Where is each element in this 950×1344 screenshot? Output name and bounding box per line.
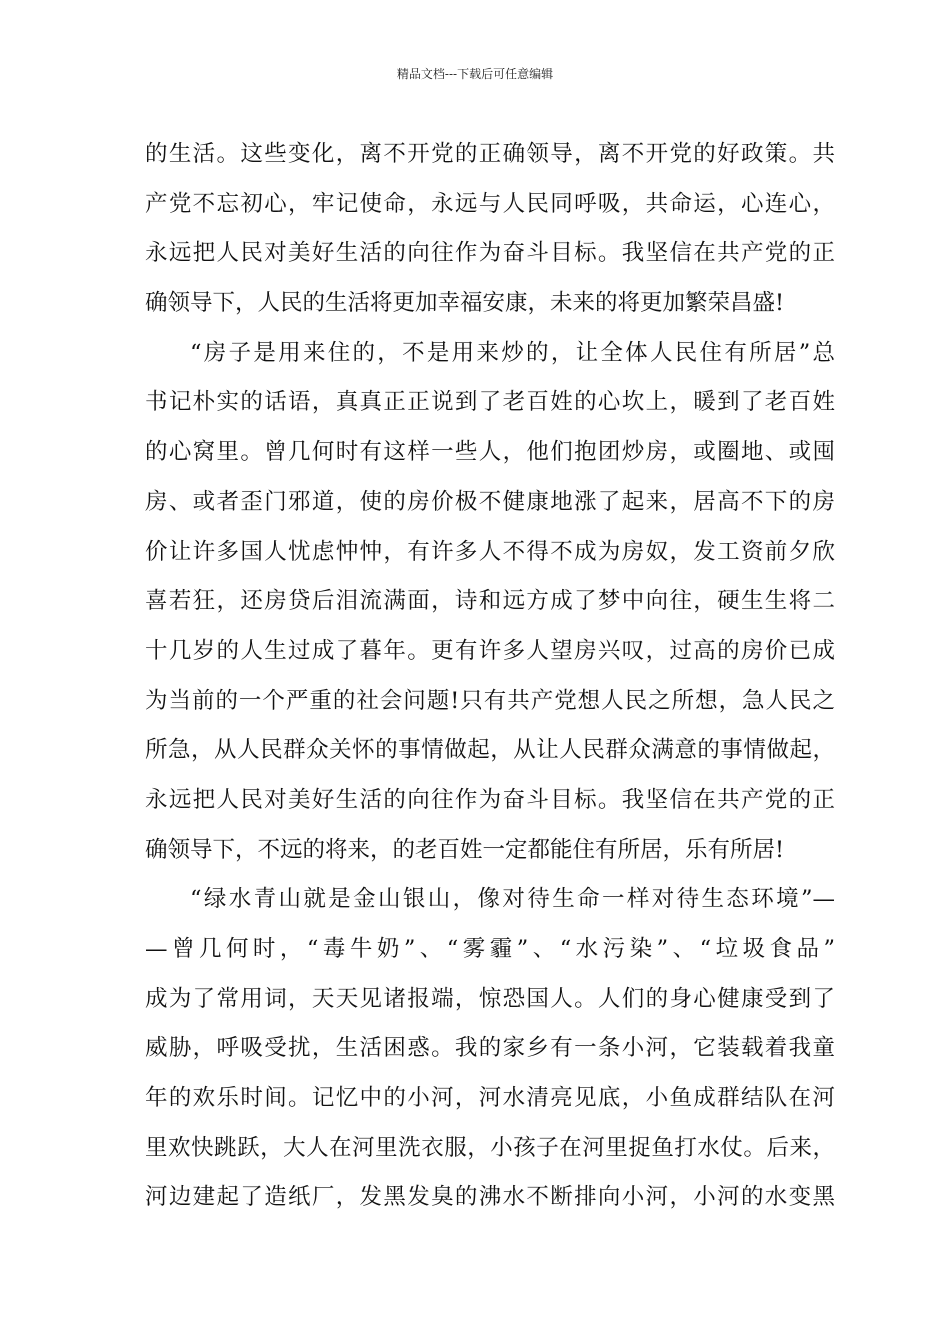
text-line: 永远把人民对美好生活的向往作为奋斗目标。我坚信在共产党的正 (145, 786, 835, 813)
text-line: 河边建起了造纸厂，发黑发臭的沸水不断排向小河，小河的水变黑 (145, 1184, 835, 1211)
text-line: 确领导下，不远的将来，的老百姓一定都能住有所居，乐有所居! (145, 836, 785, 863)
text-line: 房、或者歪门邪道，使的房价极不健康地涨了起来，居高不下的房 (145, 488, 835, 515)
paragraph-start-line: “房子是用来住的，不是用来炒的，让全体人民住有所居”总 (190, 339, 835, 366)
text-line: 喜若狂，还房贷后泪流满面，诗和远方成了梦中向往，硬生生将二 (145, 588, 835, 615)
text-line: 成为了常用词，天天见诸报端，惊恐国人。人们的身心健康受到了 (145, 985, 835, 1012)
text-line: 为当前的一个严重的社会问题!只有共产党想人民之所想，急人民之 (145, 687, 835, 714)
text-line: 里欢快跳跃，大人在河里洗衣服，小孩子在河里捉鱼打水仗。后来， (145, 1134, 835, 1161)
text-line: 的生活。这些变化，离不开党的正确领导，离不开党的好政策。共 (145, 141, 835, 167)
text-line: 书记朴实的话语，真真正正说到了老百姓的心坎上，暖到了老百姓 (145, 389, 835, 416)
text-line: 威胁，呼吸受扰，生活困惑。我的家乡有一条小河，它装载着我童 (145, 1035, 835, 1062)
text-line: 年的欢乐时间。记忆中的小河，河水清亮见底，小鱼成群结队在河 (145, 1085, 835, 1112)
text-line: 产党不忘初心，牢记使命，永远与人民同呼吸，共命运，心连心， (145, 190, 835, 217)
page-header: 精品文档---下载后可任意编辑 (396, 67, 554, 81)
text-line: 确领导下，人民的生活将更加幸福安康，未来的将更加繁荣昌盛! (145, 290, 785, 317)
text-line: 所急，从人民群众关怀的事情做起，从让人民群众满意的事情做起， (145, 737, 835, 764)
text-line: 价让许多国人忧虑忡忡，有许多人不得不成为房奴，发工资前夕欣 (145, 538, 835, 565)
paragraph-start-line: “绿水青山就是金山银山，像对待生命一样对待生态环境”— (190, 886, 835, 913)
document-body (145, 130, 835, 1223)
text-line: 十几岁的人生过成了暮年。更有许多人望房兴叹，过高的房价已成 (145, 637, 835, 664)
text-line: 永远把人民对美好生活的向往作为奋斗目标。我坚信在共产党的正 (145, 240, 835, 267)
text-line: 的心窝里。曾几何时有这样一些人，他们抱团炒房，或圈地、或囤 (145, 439, 835, 466)
text-line: —曾几何时，“毒牛奶”、“雾霾”、“水污染”、“垃圾食品” (145, 936, 835, 962)
